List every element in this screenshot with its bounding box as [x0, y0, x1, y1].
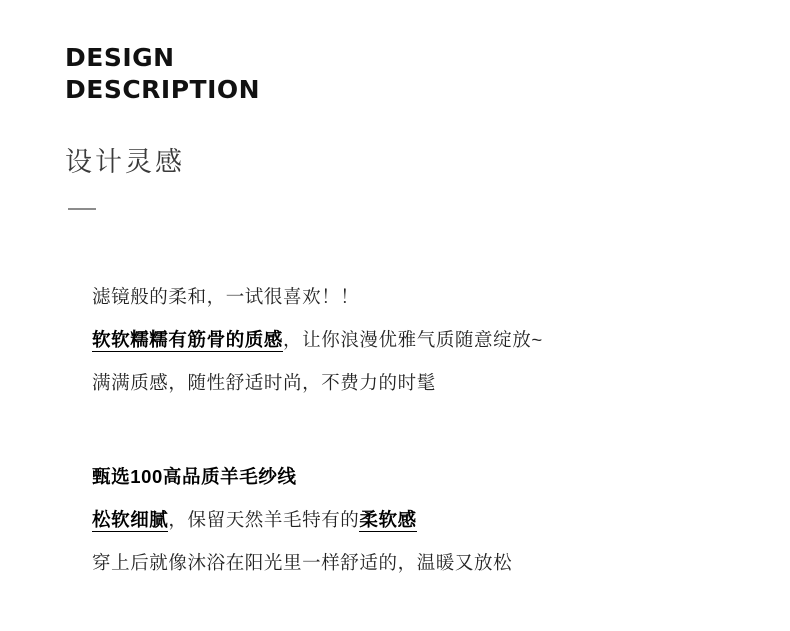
text-run: 软软糯糯有筋骨的质感 — [92, 329, 284, 350]
text-run: ，保留天然羊毛特有的 — [168, 509, 360, 530]
page-title — [65, 42, 260, 106]
description-line — [92, 541, 732, 584]
page-subtitle: 设计灵感 — [65, 147, 185, 177]
description-section-1 — [92, 275, 732, 404]
description-line — [92, 361, 732, 404]
text-run: 满满质感，随性舒适时尚，不费力的时髦 — [92, 372, 436, 393]
text-run: 穿上后就像沐浴在阳光里一样舒适的，温暖又放松 — [92, 552, 513, 573]
description-line — [92, 275, 732, 318]
text-run: ，让你浪漫优雅气质随意绽放~ — [283, 329, 543, 350]
description-line — [92, 318, 732, 361]
divider-rule — [68, 208, 96, 210]
page-title-line-1: DESIGN — [65, 43, 175, 72]
text-run: 甄选100高品质羊毛纱线 — [92, 466, 297, 487]
description-line — [92, 455, 732, 498]
page-title-line-2: DESCRIPTION — [65, 75, 261, 104]
description-line — [92, 498, 732, 541]
description-section-2 — [92, 455, 732, 584]
text-run: 滤镜般的柔和，一试很喜欢！！ — [92, 286, 360, 307]
text-run: 松软细腻 — [92, 509, 169, 530]
text-run: 柔软感 — [359, 509, 417, 530]
